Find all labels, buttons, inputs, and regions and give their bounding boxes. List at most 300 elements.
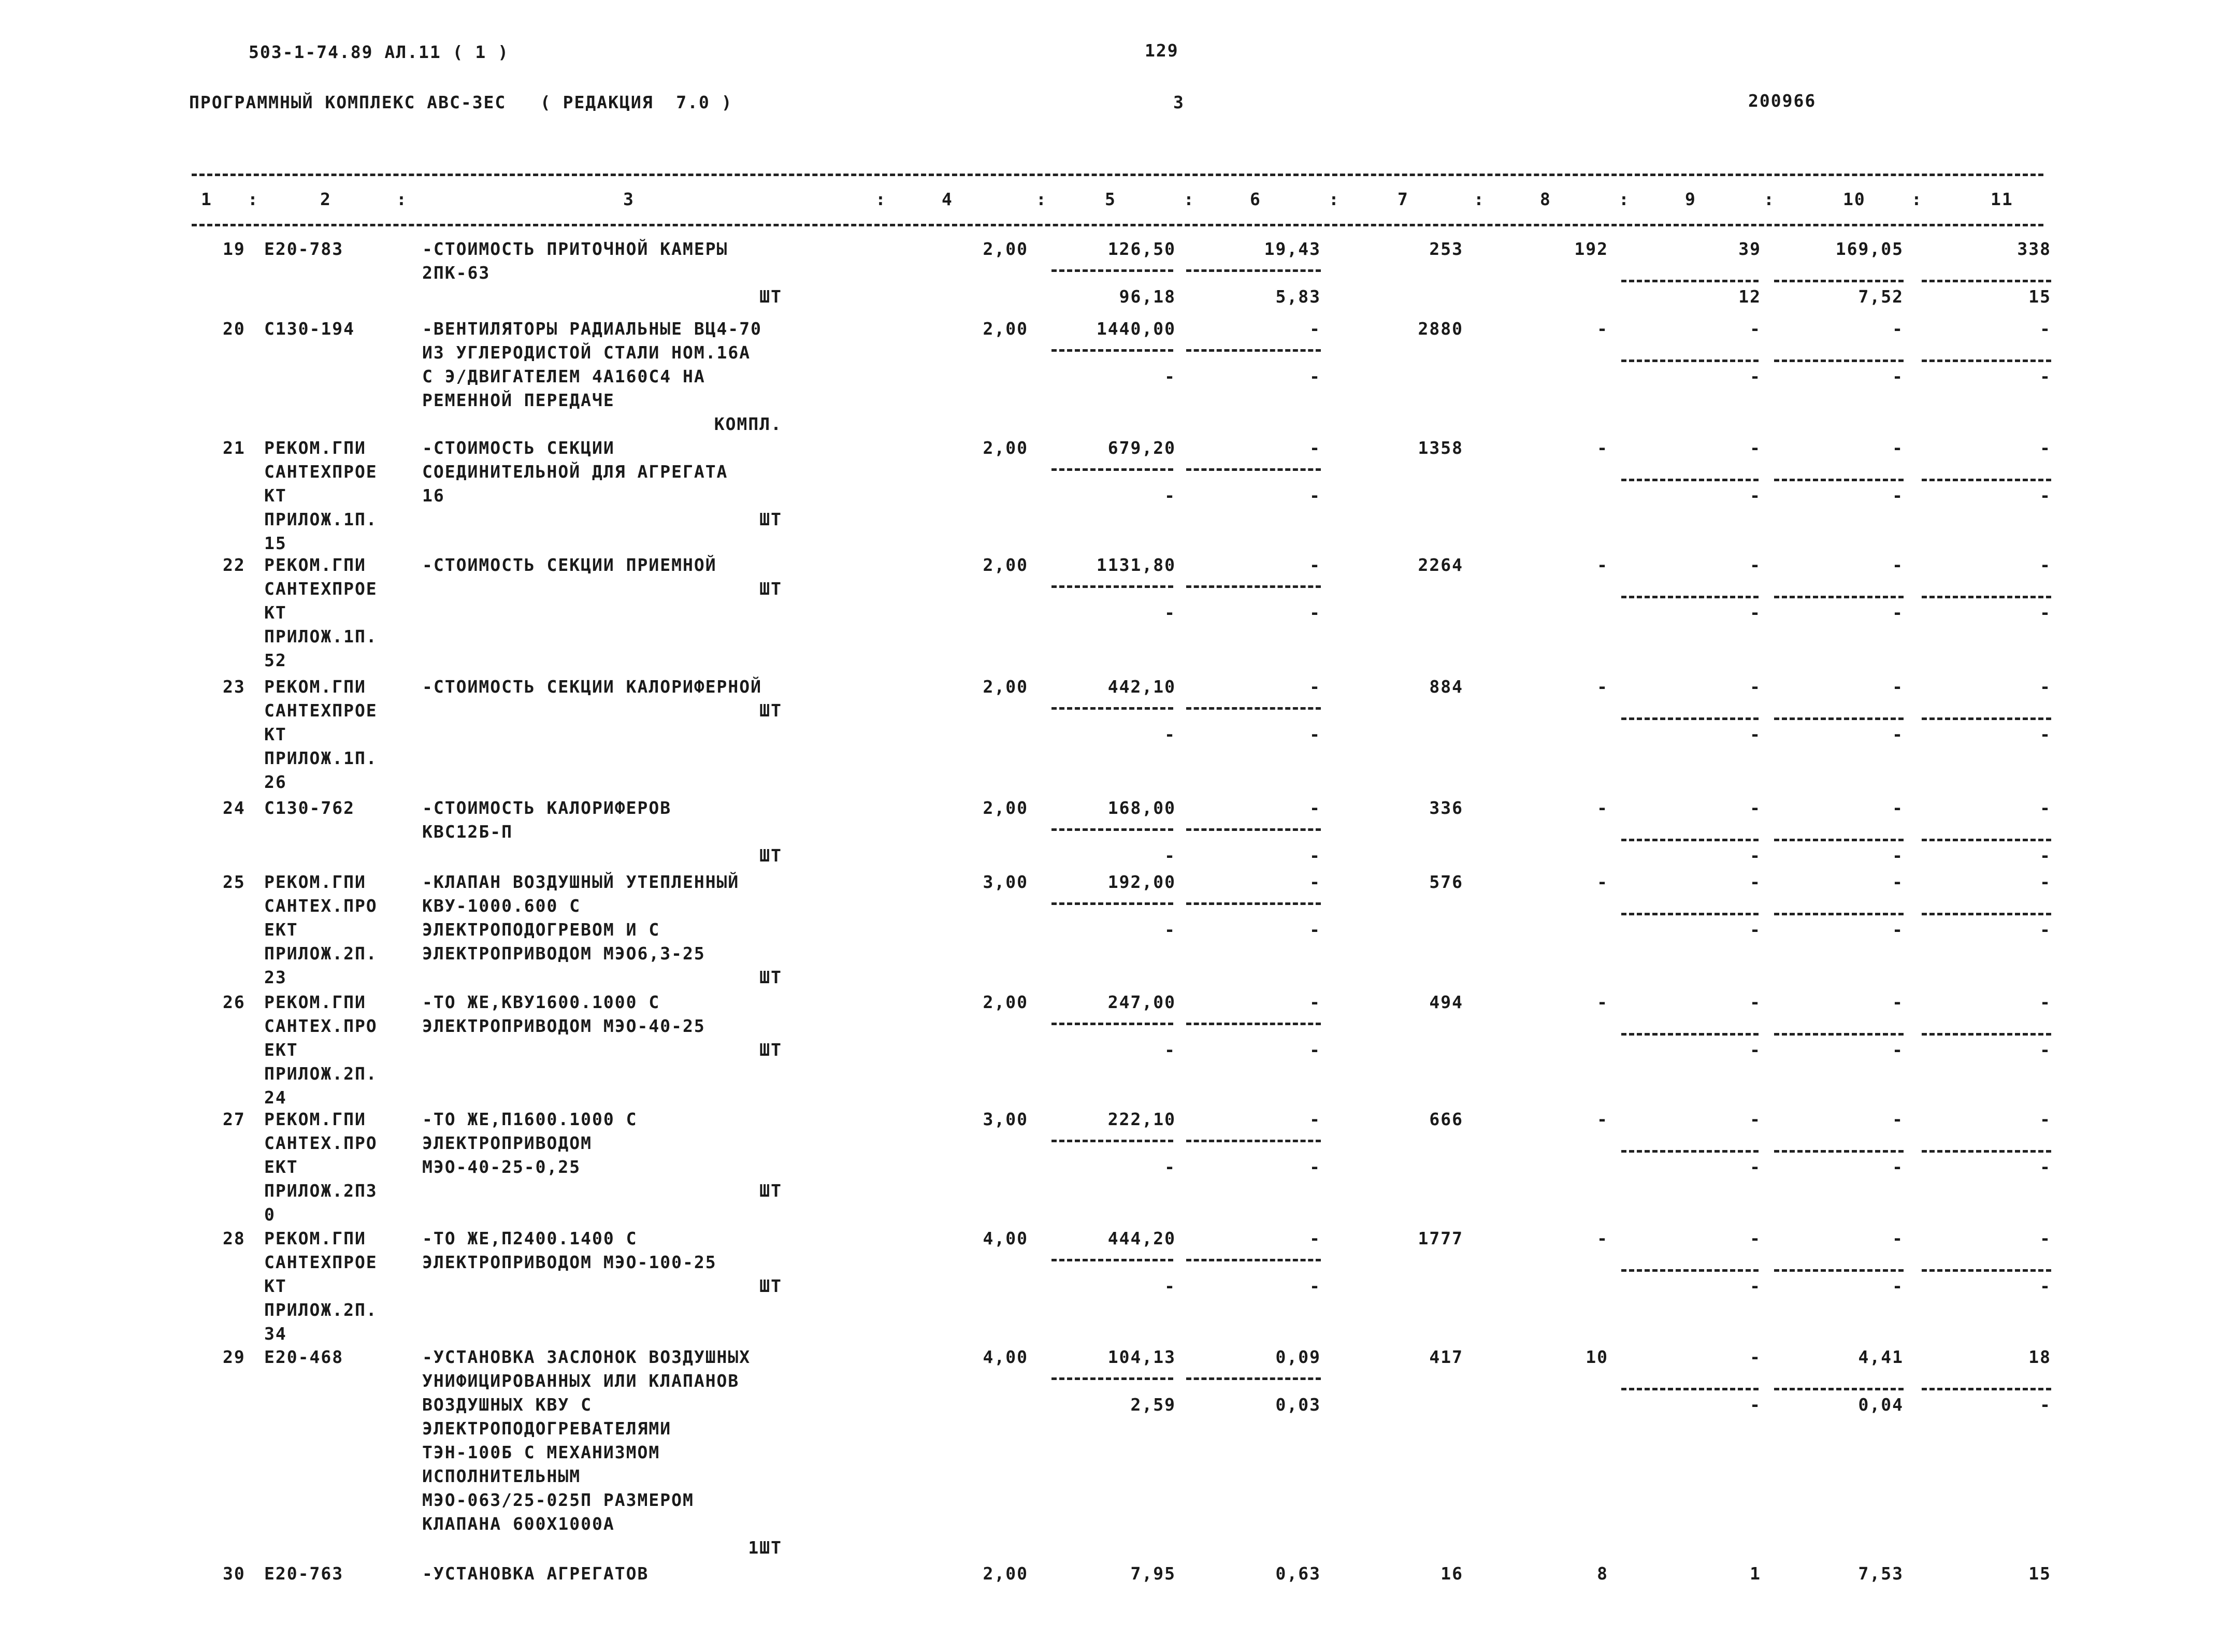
fraction-divider (1621, 913, 1759, 915)
quantity-value: 4,00 (983, 1347, 1028, 1367)
wage-value-c8: - (1597, 1228, 1608, 1248)
wage-value-c8: - (1597, 677, 1608, 697)
cost-value-c11-lower: - (2040, 485, 2051, 506)
total-value-c7: 666 (1429, 1109, 1463, 1129)
cost-value-c10: - (1892, 872, 1904, 892)
cost-value-c9-lower: - (1750, 724, 1761, 744)
cost-value-c6: 0,09 (1275, 1347, 1321, 1367)
cost-value-c6: - (1309, 438, 1321, 458)
cost-value-c6: - (1309, 992, 1321, 1012)
fraction-divider (1186, 1377, 1321, 1380)
cost-value-c11-lower: 15 (2028, 286, 2051, 307)
wage-value-c8: 192 (1574, 239, 1608, 259)
cost-value-c5-lower: - (1164, 920, 1176, 940)
cost-value-c9-lower: - (1750, 602, 1761, 623)
row-number: 26 (223, 992, 246, 1012)
unit-of-measure: ШТ (759, 286, 782, 307)
column-separator: : (248, 189, 259, 209)
cost-value-c11: - (2040, 798, 2051, 818)
fraction-divider (1621, 1150, 1759, 1153)
resource-code-line: КТ (264, 485, 287, 506)
cost-value-c6-lower: 0,03 (1275, 1395, 1321, 1415)
fraction-divider (1922, 360, 2051, 362)
cost-value-c5-lower: - (1164, 602, 1176, 623)
fraction-divider (1051, 902, 1173, 905)
cost-value-c6: 19,43 (1264, 239, 1321, 259)
wage-value-c8: 8 (1597, 1563, 1608, 1584)
quantity-value: 2,00 (983, 555, 1028, 575)
fraction-divider (1774, 596, 1904, 598)
description-line: КВУ-1000.600 С (422, 896, 581, 916)
fraction-divider (1774, 1388, 1904, 1390)
resource-code-line: Е20-763 (264, 1563, 344, 1584)
cost-value-c11-lower: - (2040, 1395, 2051, 1415)
quantity-value: 2,00 (983, 1563, 1028, 1584)
description-line: -СТОИМОСТЬ КАЛОРИФЕРОВ (422, 798, 672, 818)
wage-value-c8: - (1597, 798, 1608, 818)
column-header-9: 9 (1685, 189, 1696, 209)
column-header-11: 11 (1991, 189, 2013, 209)
cost-value-c11: - (2040, 992, 2051, 1012)
fraction-divider (1621, 280, 1759, 282)
description-line: -УСТАНОВКА АГРЕГАТОВ (422, 1563, 649, 1584)
description-line: ЭЛЕКТРОПОДОГРЕВАТЕЛЯМИ (422, 1418, 672, 1439)
column-header-1: 1 (201, 189, 212, 209)
cost-value-c9: - (1750, 872, 1761, 892)
fraction-divider (1051, 585, 1173, 588)
cost-value-c5: 444,20 (1107, 1228, 1176, 1248)
fraction-divider (1051, 707, 1173, 710)
fraction-divider (1621, 1033, 1759, 1036)
description-line: -ТО ЖЕ,П1600.1000 С (422, 1109, 638, 1129)
resource-code-line: ПРИЛОЖ.2П3 (264, 1181, 378, 1201)
unit-of-measure: 1ШТ (748, 1538, 782, 1558)
column-header-7: 7 (1398, 189, 1409, 209)
description-line: -СТОИМОСТЬ СЕКЦИИ (422, 438, 615, 458)
resource-code-line: ПРИЛОЖ.2П. (264, 1064, 378, 1084)
unit-of-measure: ШТ (759, 1181, 782, 1201)
fraction-divider (1051, 828, 1173, 831)
cost-value-c9: - (1750, 1347, 1761, 1367)
cost-value-c11-lower: - (2040, 1040, 2051, 1060)
cost-value-c6: - (1309, 1109, 1321, 1129)
cost-value-c10-lower: - (1892, 602, 1904, 623)
total-value-c7: 1358 (1418, 438, 1463, 458)
quantity-value: 2,00 (983, 677, 1028, 697)
row-number: 29 (223, 1347, 246, 1367)
column-header-5: 5 (1105, 189, 1116, 209)
column-separator: : (396, 189, 408, 209)
cost-value-c10: - (1892, 1228, 1904, 1248)
fraction-divider (1186, 707, 1321, 710)
fraction-divider (1774, 280, 1904, 282)
resource-code-line: РЕКОМ.ГПИ (264, 438, 366, 458)
cost-value-c5-lower: - (1164, 485, 1176, 506)
quantity-value: 2,00 (983, 992, 1028, 1012)
cost-value-c9: 1 (1750, 1563, 1761, 1584)
resource-code-line: 52 (264, 650, 287, 670)
wage-value-c8: - (1597, 872, 1608, 892)
resource-code-line: САНТЕХПРОЕ (264, 700, 378, 721)
resource-code-line: 26 (264, 772, 287, 792)
unit-of-measure: ШТ (759, 579, 782, 599)
row-number: 20 (223, 319, 246, 339)
fraction-divider (1621, 479, 1759, 481)
wage-value-c8: - (1597, 992, 1608, 1012)
fraction-divider (1186, 468, 1321, 471)
page-number: 129 (1145, 40, 1179, 61)
column-separator: : (1474, 189, 1485, 209)
resource-code-line: 34 (264, 1324, 287, 1344)
description-line: ИЗ УГЛЕРОДИСТОЙ СТАЛИ НОМ.16А (422, 342, 751, 363)
fraction-divider (1922, 913, 2051, 915)
description-line: -КЛАПАН ВОЗДУШНЫЙ УТЕПЛЕННЫЙ (422, 872, 740, 892)
description-line: 16 (422, 485, 445, 506)
cost-value-c11: - (2040, 319, 2051, 339)
cost-value-c5-lower: - (1164, 366, 1176, 386)
resource-code-line: С130-194 (264, 319, 355, 339)
cost-value-c6: - (1309, 1228, 1321, 1248)
total-value-c7: 417 (1429, 1347, 1463, 1367)
description-line: УНИФИЦИРОВАННЫХ ИЛИ КЛАПАНОВ (422, 1371, 740, 1391)
column-separator: : (1911, 189, 1923, 209)
cost-value-c5-lower: - (1164, 845, 1176, 866)
resource-code-line: 23 (264, 967, 287, 987)
row-number: 30 (223, 1563, 246, 1584)
cost-value-c6-lower: - (1309, 1040, 1321, 1060)
row-number: 25 (223, 872, 246, 892)
cost-value-c10-lower: 7,52 (1858, 286, 1904, 307)
resource-code-line: ЕКТ (264, 1157, 298, 1177)
cost-value-c5-lower: - (1164, 1040, 1176, 1060)
cost-value-c9-lower: - (1750, 1395, 1761, 1415)
resource-code-line: РЕКОМ.ГПИ (264, 1109, 366, 1129)
cost-value-c10: - (1892, 1109, 1904, 1129)
fraction-divider (1774, 479, 1904, 481)
cost-value-c10-lower: - (1892, 724, 1904, 744)
cost-value-c10: 4,41 (1858, 1347, 1904, 1367)
fraction-divider (1774, 1269, 1904, 1272)
cost-value-c6-lower: - (1309, 920, 1321, 940)
resource-code-line: ПРИЛОЖ.2П. (264, 943, 378, 964)
cost-value-c11: 338 (2017, 239, 2051, 259)
cost-value-c6: - (1309, 872, 1321, 892)
cost-value-c6: - (1309, 555, 1321, 575)
description-line: -ТО ЖЕ,П2400.1400 С (422, 1228, 638, 1248)
row-number: 24 (223, 798, 246, 818)
cost-value-c11-lower: - (2040, 1157, 2051, 1177)
column-separator: : (1036, 189, 1047, 209)
cost-value-c10: 7,53 (1858, 1563, 1904, 1584)
cost-value-c6: - (1309, 798, 1321, 818)
document-code: 503-1-74.89 АЛ.11 ( 1 ) (249, 42, 509, 62)
cost-value-c9-lower: - (1750, 845, 1761, 866)
fraction-divider (1922, 717, 2051, 720)
fraction-divider (1621, 360, 1759, 362)
fraction-divider (1051, 349, 1173, 352)
cost-value-c10-lower: 0,04 (1858, 1395, 1904, 1415)
description-line: ЭЛЕКТРОПРИВОДОМ МЭО-100-25 (422, 1252, 717, 1272)
cost-value-c5-lower: 96,18 (1119, 286, 1176, 307)
total-value-c7: 494 (1429, 992, 1463, 1012)
description-line: -ВЕНТИЛЯТОРЫ РАДИАЛЬНЫЕ ВЦ4-70 (422, 319, 762, 339)
wage-value-c8: - (1597, 319, 1608, 339)
cost-value-c9: - (1750, 319, 1761, 339)
cost-value-c9-lower: 12 (1738, 286, 1761, 307)
row-number: 21 (223, 438, 246, 458)
wage-value-c8: - (1597, 438, 1608, 458)
unit-of-measure: ШТ (759, 509, 782, 529)
fraction-divider (1051, 1140, 1173, 1142)
cost-value-c5: 104,13 (1107, 1347, 1176, 1367)
quantity-value: 3,00 (983, 1109, 1028, 1129)
cost-value-c11: - (2040, 1109, 2051, 1129)
fraction-divider (1186, 828, 1321, 831)
total-value-c7: 2264 (1418, 555, 1463, 575)
column-header-2: 2 (320, 189, 332, 209)
column-header-10: 10 (1843, 189, 1866, 209)
column-header-3: 3 (623, 189, 635, 209)
fraction-divider (1922, 1269, 2051, 1272)
fraction-divider (1051, 1023, 1173, 1025)
row-number: 19 (223, 239, 246, 259)
cost-value-c6: 0,63 (1275, 1563, 1321, 1584)
fraction-divider (1774, 913, 1904, 915)
unit-of-measure: КОМПЛ. (714, 414, 782, 434)
resource-code-line: Е20-468 (264, 1347, 344, 1367)
cost-value-c9-lower: - (1750, 1040, 1761, 1060)
fraction-divider (1774, 1033, 1904, 1036)
cost-value-c5-lower: - (1164, 1276, 1176, 1296)
fraction-divider (1774, 360, 1904, 362)
total-value-c7: 16 (1440, 1563, 1463, 1584)
cost-value-c11: - (2040, 1228, 2051, 1248)
cost-value-c10-lower: - (1892, 366, 1904, 386)
fraction-divider (1922, 1150, 2051, 1153)
resource-code-line: 0 (264, 1204, 276, 1225)
description-line: ЭЛЕКТРОПРИВОДОМ (422, 1133, 593, 1153)
cost-value-c11-lower: - (2040, 602, 2051, 623)
total-value-c7: 253 (1429, 239, 1463, 259)
description-line: ВОЗДУШНЫХ КВУ С (422, 1395, 593, 1415)
cost-value-c10: - (1892, 677, 1904, 697)
unit-of-measure: ШТ (759, 845, 782, 866)
resource-code-line: ЕКТ (264, 920, 298, 940)
cost-value-c6: - (1309, 677, 1321, 697)
unit-of-measure: ШТ (759, 700, 782, 721)
description-line: КВС12Б-П (422, 822, 513, 842)
wage-value-c8: - (1597, 1109, 1608, 1129)
cost-value-c9-lower: - (1750, 1157, 1761, 1177)
fraction-divider (1186, 269, 1321, 272)
cost-value-c6: - (1309, 319, 1321, 339)
quantity-value: 2,00 (983, 798, 1028, 818)
cost-value-c10-lower: - (1892, 485, 1904, 506)
cost-value-c9-lower: - (1750, 366, 1761, 386)
cost-value-c5: 168,00 (1107, 798, 1176, 818)
cost-value-c6-lower: - (1309, 485, 1321, 506)
resource-code-line: С130-762 (264, 798, 355, 818)
cost-value-c5: 7,95 (1130, 1563, 1176, 1584)
cost-value-c6-lower: - (1309, 1276, 1321, 1296)
description-line: МЭО-40-25-0,25 (422, 1157, 581, 1177)
cost-value-c10: 169,05 (1835, 239, 1904, 259)
description-line: ЭЛЕКТРОПРИВОДОМ МЭО6,3-25 (422, 943, 705, 964)
row-number: 23 (223, 677, 246, 697)
cost-value-c11-lower: - (2040, 724, 2051, 744)
resource-code-line: САНТЕХПРОЕ (264, 462, 378, 482)
cost-value-c11: 18 (2028, 1347, 2051, 1367)
description-line: ТЭН-100Б С МЕХАНИЗМОМ (422, 1442, 660, 1462)
cost-value-c9: - (1750, 992, 1761, 1012)
unit-of-measure: ШТ (759, 1040, 782, 1060)
resource-code-line: САНТЕХ.ПРО (264, 1016, 378, 1036)
fraction-divider (1621, 1269, 1759, 1272)
wage-value-c8: 10 (1586, 1347, 1608, 1367)
description-line: ИСПОЛНИТЕЛЬНЫМ (422, 1466, 581, 1486)
fraction-divider (1774, 717, 1904, 720)
cost-value-c11-lower: - (2040, 845, 2051, 866)
cost-value-c9: - (1750, 677, 1761, 697)
resource-code-line: РЕКОМ.ГПИ (264, 1228, 366, 1248)
description-line: СОЕДИНИТЕЛЬНОЙ ДЛЯ АГРЕГАТА (422, 462, 728, 482)
resource-code-line: 24 (264, 1087, 287, 1108)
fraction-divider (1051, 269, 1173, 272)
cost-value-c10: - (1892, 555, 1904, 575)
cost-value-c10: - (1892, 319, 1904, 339)
resource-code-line: 15 (264, 533, 287, 553)
cost-value-c10-lower: - (1892, 1276, 1904, 1296)
quantity-value: 2,00 (983, 319, 1028, 339)
header-top-rule (192, 174, 2043, 176)
fraction-divider (1922, 839, 2051, 841)
cost-value-c5: 442,10 (1107, 677, 1176, 697)
description-line: -СТОИМОСТЬ ПРИТОЧНОЙ КАМЕРЫ (422, 239, 728, 259)
fraction-divider (1922, 596, 2051, 598)
quantity-value: 3,00 (983, 872, 1028, 892)
column-separator: : (1329, 189, 1340, 209)
resource-code-line: КТ (264, 1276, 287, 1296)
wage-value-c8: - (1597, 555, 1608, 575)
cost-value-c5: 192,00 (1107, 872, 1176, 892)
resource-code-line: ПРИЛОЖ.1П. (264, 626, 378, 647)
cost-value-c11: 15 (2028, 1563, 2051, 1584)
resource-code-line: РЕКОМ.ГПИ (264, 992, 366, 1012)
fraction-divider (1774, 1150, 1904, 1153)
program-title: ПРОГРАММНЫЙ КОМПЛЕКС АВС-3ЕС ( РЕДАКЦИЯ 7.0 ) (189, 92, 733, 112)
row-number: 22 (223, 555, 246, 575)
cost-value-c6-lower: - (1309, 724, 1321, 744)
cost-value-c6-lower: - (1309, 602, 1321, 623)
cost-value-c11: - (2040, 677, 2051, 697)
row-number: 27 (223, 1109, 246, 1129)
resource-code-line: РЕКОМ.ГПИ (264, 677, 366, 697)
description-line: -СТОИМОСТЬ СЕКЦИИ ПРИЕМНОЙ (422, 555, 717, 575)
cost-value-c9: - (1750, 555, 1761, 575)
unit-of-measure: ШТ (759, 1276, 782, 1296)
description-line: ЭЛЕКТРОПРИВОДОМ МЭО-40-25 (422, 1016, 705, 1036)
cost-value-c9: - (1750, 438, 1761, 458)
cost-value-c6-lower: 5,83 (1275, 286, 1321, 307)
cost-value-c10: - (1892, 438, 1904, 458)
resource-code-line: САНТЕХПРОЕ (264, 1252, 378, 1272)
cost-value-c9-lower: - (1750, 485, 1761, 506)
fraction-divider (1186, 1259, 1321, 1261)
column-separator: : (1764, 189, 1775, 209)
fraction-divider (1922, 280, 2051, 282)
description-line: С Э/ДВИГАТЕЛЕМ 4А160С4 НА (422, 366, 705, 386)
cost-value-c10-lower: - (1892, 1040, 1904, 1060)
cost-value-c5: 1440,00 (1096, 319, 1176, 339)
cost-value-c9: - (1750, 798, 1761, 818)
resource-code-line: КТ (264, 602, 287, 623)
description-line: -УСТАНОВКА ЗАСЛОНОК ВОЗДУШНЫХ (422, 1347, 751, 1367)
cost-value-c9-lower: - (1750, 1276, 1761, 1296)
fraction-divider (1922, 479, 2051, 481)
description-line: 2ПК-63 (422, 263, 491, 283)
resource-code-line: САНТЕХПРОЕ (264, 579, 378, 599)
description-line: МЭО-063/25-025П РАЗМЕРОМ (422, 1490, 694, 1510)
resource-code-line: Е20-783 (264, 239, 344, 259)
resource-code-line: РЕКОМ.ГПИ (264, 872, 366, 892)
cost-value-c5-lower: - (1164, 1157, 1176, 1177)
fraction-divider (1922, 1033, 2051, 1036)
resource-code-line: КТ (264, 724, 287, 744)
cost-value-c5: 247,00 (1107, 992, 1176, 1012)
column-header-8: 8 (1540, 189, 1551, 209)
quantity-value: 2,00 (983, 438, 1028, 458)
cost-value-c9: 39 (1738, 239, 1761, 259)
fraction-divider (1621, 596, 1759, 598)
fraction-divider (1621, 839, 1759, 841)
fraction-divider (1051, 1377, 1173, 1380)
description-line: КЛАПАНА 600Х1000А (422, 1514, 615, 1534)
row-number: 28 (223, 1228, 246, 1248)
fraction-divider (1774, 839, 1904, 841)
total-value-c7: 336 (1429, 798, 1463, 818)
cost-value-c6-lower: - (1309, 366, 1321, 386)
total-value-c7: 1777 (1418, 1228, 1463, 1248)
cost-value-c5-lower: 2,59 (1130, 1395, 1176, 1415)
description-line: -ТО ЖЕ,КВУ1600.1000 С (422, 992, 660, 1012)
resource-code-line: САНТЕХ.ПРО (264, 896, 378, 916)
unit-of-measure: ШТ (759, 967, 782, 987)
cost-value-c10-lower: - (1892, 845, 1904, 866)
cost-value-c5: 679,20 (1107, 438, 1176, 458)
quantity-value: 4,00 (983, 1228, 1028, 1248)
cost-value-c5: 1131,80 (1096, 555, 1176, 575)
cost-value-c5-lower: - (1164, 724, 1176, 744)
fraction-divider (1051, 468, 1173, 471)
cost-value-c5: 126,50 (1107, 239, 1176, 259)
fraction-divider (1186, 1140, 1321, 1142)
cost-value-c11-lower: - (2040, 1276, 2051, 1296)
total-value-c7: 576 (1429, 872, 1463, 892)
fraction-divider (1051, 1259, 1173, 1261)
column-header-6: 6 (1250, 189, 1261, 209)
column-separator: : (1184, 189, 1195, 209)
cost-value-c10-lower: - (1892, 920, 1904, 940)
description-line: РЕМЕННОЙ ПЕРЕДАЧЕ (422, 390, 615, 410)
fraction-divider (1922, 1388, 2051, 1390)
total-value-c7: 2880 (1418, 319, 1463, 339)
cost-value-c10: - (1892, 798, 1904, 818)
resource-code-line: ЕКТ (264, 1040, 298, 1060)
column-separator: : (1619, 189, 1630, 209)
cost-value-c11: - (2040, 872, 2051, 892)
resource-code-line: ПРИЛОЖ.1П. (264, 509, 378, 529)
cost-value-c9: - (1750, 1228, 1761, 1248)
